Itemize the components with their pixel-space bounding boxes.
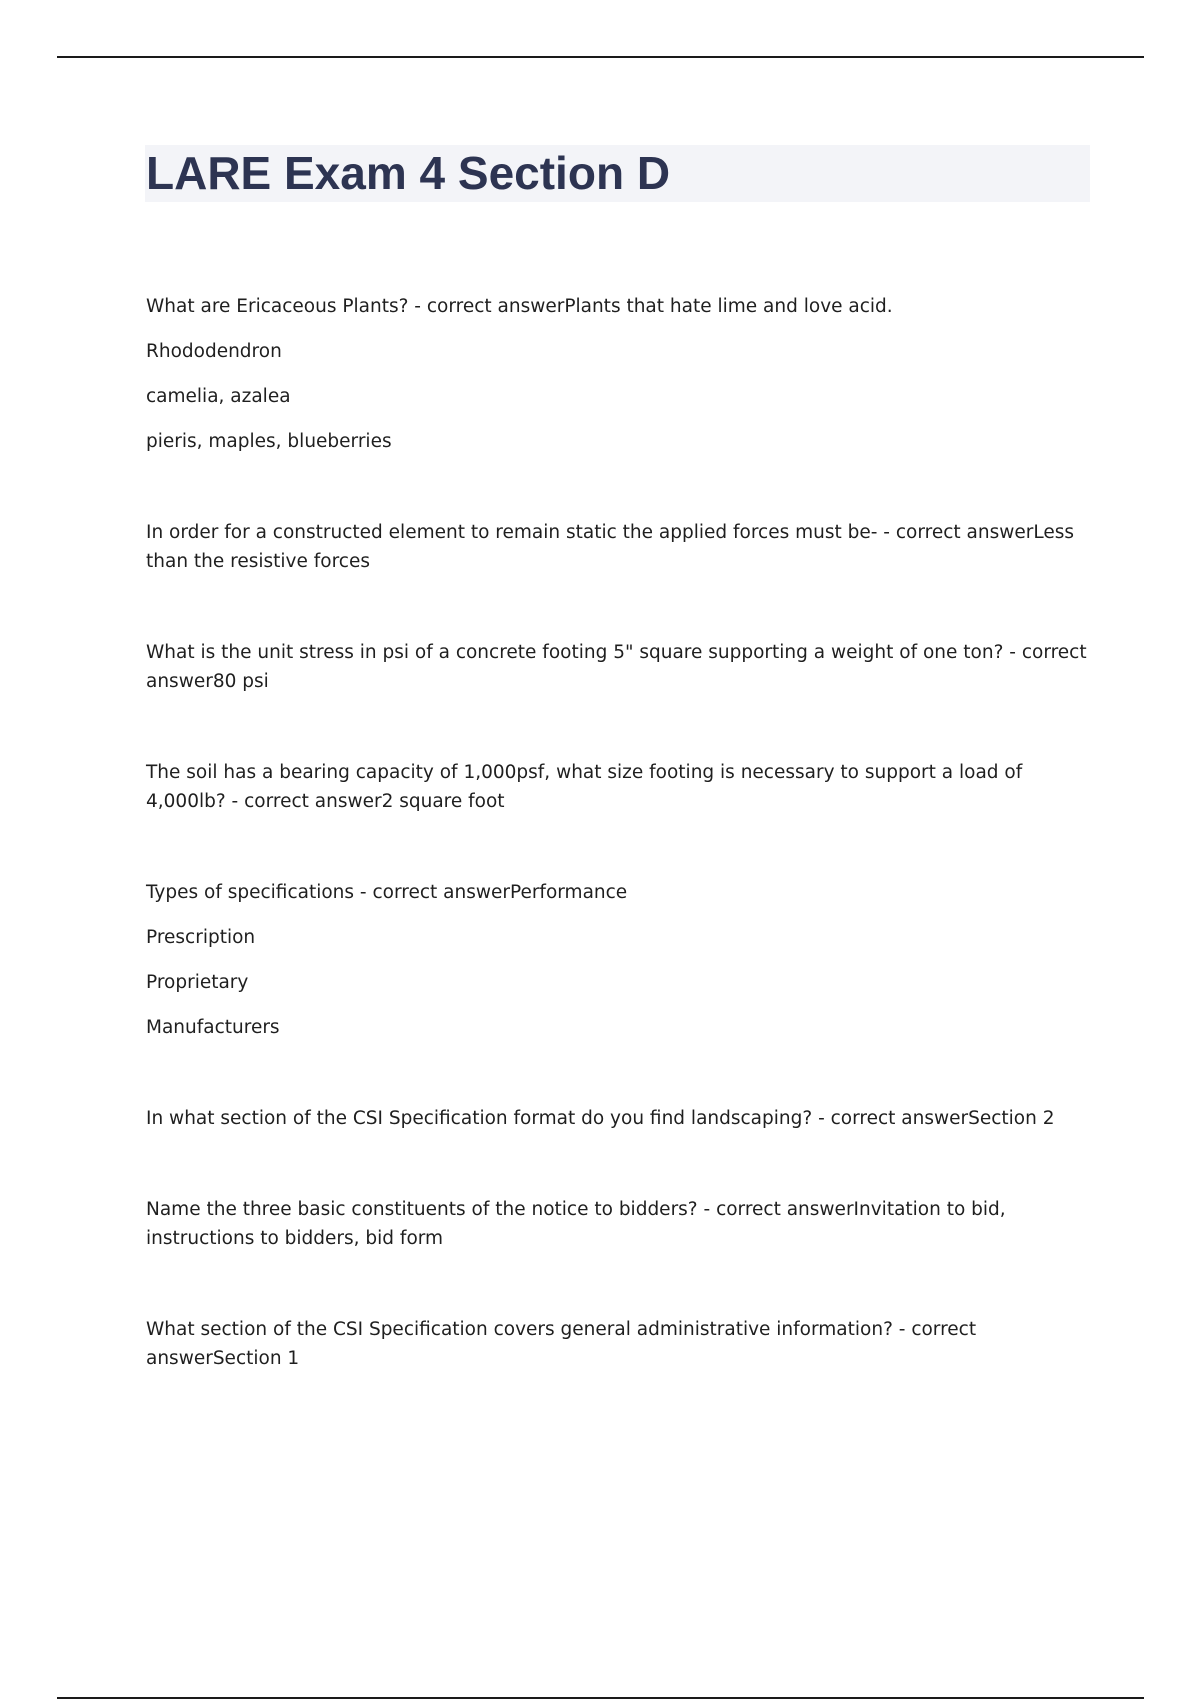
qa-question: Name the three basic constituents of the notice to bidders? - correct answerInvitation to bid, instructions to bidders, bid form (146, 1199, 1006, 1249)
qa-answer-line: Rhododendron (146, 341, 282, 362)
qa-item (146, 292, 1091, 456)
qa-question: In order for a constructed element to remain static the applied forces must be- - correct answerLess than the resistive forces (146, 522, 1074, 572)
qa-question: In what section of the CSI Specification format do you find landscaping? - correct answerSection 2 (146, 1108, 1055, 1129)
qa-question: What is the unit stress in psi of a concrete footing 5" square supporting a weight of one ton? - correct answer80 psi (146, 642, 1087, 692)
document-title: LARE Exam 4 Section D (146, 147, 671, 199)
qa-item (146, 1315, 1091, 1373)
qa-question: The soil has a bearing capacity of 1,000psf, what size footing is necessary to support a load of 4,000lb? - correct answer2 square foot (146, 762, 1023, 812)
qa-list (146, 292, 1091, 1435)
qa-item (146, 1104, 1091, 1133)
qa-item (146, 758, 1091, 816)
top-rule (57, 56, 1144, 58)
qa-answer-line: Manufacturers (146, 1017, 280, 1038)
qa-item (146, 638, 1091, 696)
qa-question: What are Ericaceous Plants? - correct answerPlants that hate lime and love acid. (146, 296, 893, 317)
qa-item (146, 518, 1091, 576)
bottom-rule (57, 1697, 1144, 1699)
qa-item (146, 878, 1091, 1042)
qa-answer-line: Prescription (146, 927, 256, 948)
qa-item (146, 1195, 1091, 1253)
qa-question: Types of specifications - correct answerPerformance (146, 882, 628, 903)
qa-question: What section of the CSI Specification covers general administrative information? - correct answerSection 1 (146, 1319, 977, 1369)
qa-answer-line: Proprietary (146, 972, 249, 993)
qa-answer-line: camelia, azalea (146, 386, 291, 407)
qa-answer-line: pieris, maples, blueberries (146, 431, 392, 452)
